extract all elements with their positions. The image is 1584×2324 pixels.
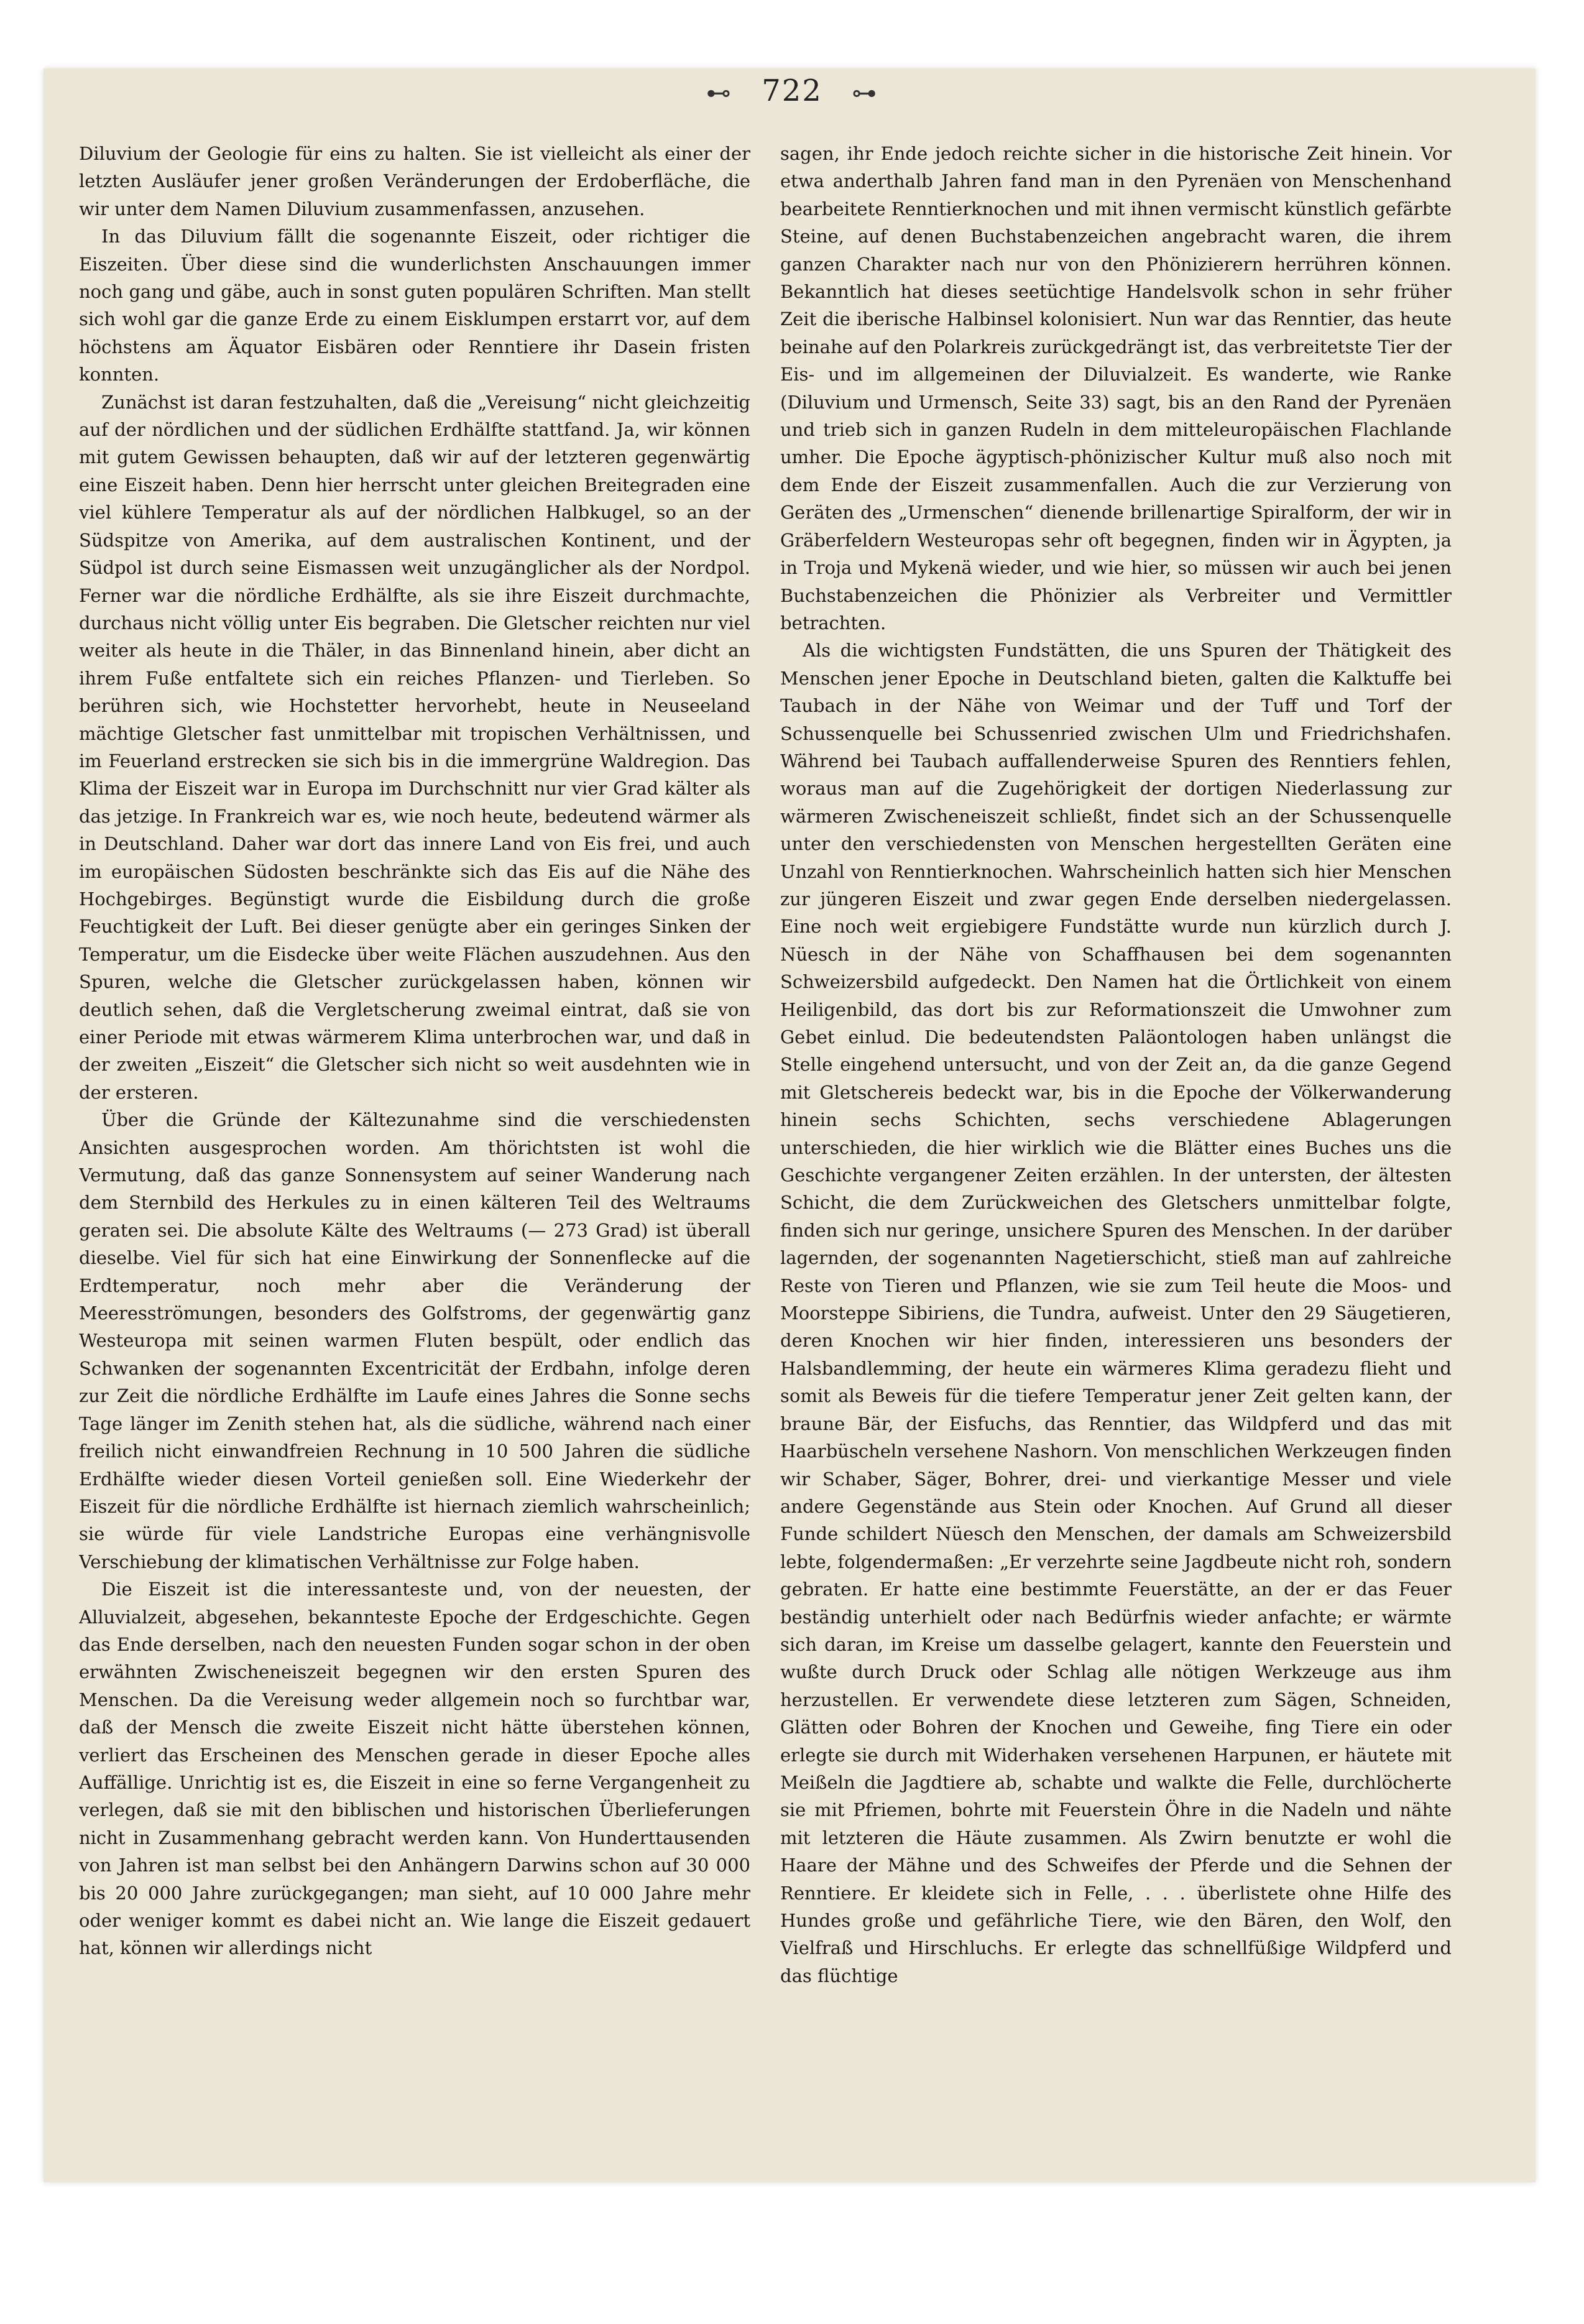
page-header [0,73,1584,108]
right-paragraph-1: sagen, ihr Ende jedoch reichte sicher in die historische Zeit hinein. Vor etwa anderthalb Jahren fand man in den Pyrenäen von Menschenhand bearbeitete Renntierknochen und mit ihnen vermischt künstlich gefärbte Steine, auf denen Buchstabenzeichen angebracht waren, die ihrem ganzen Charakter nach nur von den Phönizierern herrühren können. Bekanntlich hat dieses seetüchtige Handelsvolk schon in sehr früher Zeit die iberische Halbinsel kolonisiert. Nun war das Renntier, das heute beinahe auf den Polarkreis zurückgedrängt ist, das verbreitetste Tier der Eis- und im allgemeinen der Diluvialzeit. Es wanderte, wie Ranke (Diluvium und Urmensch, Seite 33) sagt, bis an den Rand der Pyrenäen und trieb sich in ganzen Rudeln in dem mitteleuropäischen Flachlande umher. Die Epoche ägyptisch-phönizischer Kultur muß also noch mit dem Ende der Eiszeit zusammenfallen. Auch die zur Verzierung von Geräten des „Urmenschen“ dienende brillenartige Spiralform, der wir in Gräberfeldern Westeuropas sehr oft begegnen, finden wir in Ägypten, ja in Troja und Mykenä wieder, und wie hier, so müssen wir auch bei jenen Buchstabenzeichen die Phönizier als Verbreiter und Vermittler betrachten. [780,143,1452,634]
ornament-right-icon: ⊶ [852,78,878,108]
right-column [780,140,1452,2105]
left-paragraph-5: Die Eiszeit ist die interessanteste und, von der neuesten, der Alluvialzeit, abgesehen, bekannteste Epoche der Erdgeschichte. Gegen das Ende derselben, nach den neuesten Funden sogar schon in der oben erwähnten Zwischeneiszeit begegnen wir den ersten Spuren des Menschen. Da die Vereisung weder allgemein noch so furchtbar war, daß der Mensch die zweite Eiszeit nicht hätte überstehen können, verliert das Erscheinen des Menschen gerade in dieser Epoche alles Auffällige. Unrichtig ist es, die Eiszeit in eine so ferne Vergangenheit zu verlegen, daß sie mit den biblischen und historischen Überlieferungen nicht in Zusammenhang gebracht werden kann. Von Hunderttausenden von Jahren ist man selbst bei den Anhängern Darwins schon auf 30 000 bis 20 000 Jahre zurückgegangen; man sieht, auf 10 000 Jahre mehr oder weniger kommt es dabei nicht an. Wie lange die Eiszeit gedauert hat, können wir allerdings nicht [79,1579,750,1959]
ornament-left-icon: ⊷ [706,78,732,108]
left-paragraph-3: Zunächst ist daran festzuhalten, daß die „Vereisung“ nicht gleichzeitig auf der nördlichen und der südlichen Erdhälfte stattfand. Ja, wir können mit gutem Gewissen behaupten, daß wir auf der letzteren gegenwärtig eine Eiszeit haben. Denn hier herrscht unter gleichen Breitegraden eine viel kühlere Temperatur als auf der nördlichen Halbkugel, so an der Südspitze von Amerika, auf dem australischen Kontinent, und der Südpol ist durch seine Eismassen weit unzugänglicher als der Nordpol. Ferner war die nördliche Erdhälfte, als sie ihre Eiszeit durchmachte, durchaus nicht völlig unter Eis begraben. Die Gletscher reichten nur viel weiter als heute in die Thäler, in das Binnenland hinein, aber dicht an ihrem Fuße entfaltete sich ein reiches Pflanzen- und Tierleben. So berühren sich, wie Hochstetter hervorhebt, heute in Neuseeland mächtige Gletscher fast unmittelbar mit tropischen Verhältnissen, und im Feuerland erstrecken sie sich bis in die immergrüne Waldregion. Das Klima der Eiszeit war in Europa im Durchschnitt nur vier Grad kälter als das jetzige. In Frankreich war es, wie noch heute, bedeutend wärmer als in Deutschland. Daher war dort das innere Land von Eis frei, und auch im europäischen Südosten beschränkte sich das Eis auf die Nähe des Hochgebirges. Begünstigt wurde die Eisbildung durch die große Feuchtigkeit der Luft. Bei dieser genügte aber ein geringes Sinken der Temperatur, um die Eisdecke über weite Flächen auszudehnen. Aus den Spuren, welche die Gletscher zurückgelassen haben, können wir deutlich sehen, daß die Vergletscherung zweimal eintrat, daß sie von einer Periode mit etwas wärmerem Klima unterbrochen war, und daß in der zweiten „Eiszeit“ die Gletscher sich nicht so weit ausdehnten wie in der ersteren. [79,391,750,1103]
left-paragraph-4: Über die Gründe der Kältezunahme sind die verschiedensten Ansichten ausgesprochen worden. Am thörichtsten ist wohl die Vermutung, daß das ganze Sonnensystem auf seiner Wanderung nach dem Sternbild des Herkules zu in einen kälteren Teil des Weltraums geraten sei. Die absolute Kälte des Weltraums (— 273 Grad) ist überall dieselbe. Viel für sich hat eine Einwirkung der Sonnenflecke auf die Erdtemperatur, noch mehr aber die Veränderung der Meeresströmungen, besonders des Golfstroms, der gegenwärtig ganz Westeuropa mit seinen warmen Fluten bespült, oder endlich das Schwanken der sogenannten Excentricität der Erdbahn, infolge deren zur Zeit die nördliche Erdhälfte im Laufe eines Jahres die Sonne sechs Tage länger im Zenith stehen hat, als die südliche, während nach einer freilich nicht einwandfreien Rechnung in 10 500 Jahren die südliche Erdhälfte wieder diesen Vorteil genießen soll. Eine Wiederkehr der Eiszeit für die nördliche Erdhälfte ist hiernach ziemlich wahrscheinlich; sie würde für viele Landstriche Europas eine verhängnisvolle Verschiebung der klimatischen Verhältnisse zur Folge haben. [79,1109,750,1572]
page-number: 722 [762,73,822,108]
right-paragraph-2: Als die wichtigsten Fundstätten, die uns Spuren der Thätigkeit des Menschen jener Epoche in Deutschland bieten, galten die Kalktuffe bei Taubach in der Nähe von Weimar und der Tuff und Torf der Schussenquelle bei Schussenried zwischen Ulm und Friedrichshafen. Während bei Taubach auffallenderweise Spuren des Renntiers fehlen, woraus man auf die Zugehörigkeit der dortigen Niederlassung zur wärmeren Zwischeneiszeit schließt, findet sich an der Schussenquelle unter den verschiedensten von Menschen hergestellten Geräten eine Unzahl von Renntierknochen. Wahrscheinlich hatten sich hier Menschen zur jüngeren Eiszeit und zwar gegen Ende derselben niedergelassen. Eine noch weit ergiebigere Fundstätte wurde nun kürzlich durch J. Nüesch in der Nähe von Schaffhausen bei dem sogenannten Schweizersbild aufgedeckt. Den Namen hat die Örtlichkeit von einem Heiligenbild, das dort bis zur Reformationszeit die Umwohner zum Gebet einlud. Die bedeutendsten Paläontologen haben unlängst die Stelle eingehend untersucht, und von der Zeit an, da die ganze Gegend mit Gletschereis bedeckt war, bis in die Epoche der Völkerwanderung hinein sechs Schichten, sechs verschiedene Ablagerungen unterschieden, die hier wirklich wie die Blätter eines Buches uns die Geschichte vergangener Zeiten erzählen. In der untersten, der ältesten Schicht, die dem Zurückweichen des Gletschers unmittelbar folgte, finden sich nur geringe, unsichere Spuren des Menschen. In der darüber lagernden, der sogenannten Nagetierschicht, stieß man auf zahlreiche Reste von Tieren und Pflanzen, wie sie zum Teil heute die Moos- und Moorsteppe Sibiriens, die Tundra, aufweist. Unter den 29 Säugetieren, deren Knochen wir hier finden, interessieren uns besonders der Halsbandlemming, der heute ein wärmeres Klima geradezu flieht und somit als Beweis für die tiefere Temperatur jener Zeit gelten kann, der braune Bär, der Eisfuchs, das Renntier, das Wildpferd und das mit Haarbüscheln versehene Nashorn. Von menschlichen Werkzeugen finden wir Schaber, Säger, Bohrer, drei- und vierkantige Messer und viele andere Gegenstände aus Stein oder Knochen. Auf Grund all dieser Funde schildert Nüesch den Menschen, der damals am Schweizersbild lebte, folgendermaßen: „Er verzehrte seine Jagdbeute nicht roh, sondern gebraten. Er hatte eine bestimmte Feuerstätte, an der er das Feuer beständig unterhielt oder nach Bedürfnis wieder anfachte; er wärmte sich daran, im Kreise um dasselbe gelagert, kannte den Feuerstein und wußte durch Druck oder Schlag alle nötigen Werkzeuge aus ihm herzustellen. Er verwendete diese letzteren zum Sägen, Schneiden, Glätten oder Bohren der Knochen und Geweihe, fing Tiere ein oder erlegte sie durch mit Widerhaken versehenen Harpunen, er häutete mit Meißeln die Jagdtiere ab, schabte und walkte die Felle, durchlöcherte sie mit Pfriemen, bohrte mit Feuerstein Öhre in die Nadeln und nähte mit letzteren die Häute zusammen. Als Zwirn benutzte er wohl die Haare der Mähne und des Schweifes der Pferde und die Sehnen der Renntiere. Er kleidete sich in Felle, . . . überlistete ohne Hilfe des Hundes große und gefährliche Tiere, wie den Bären, den Wolf, den Vielfraß und Hirschluchs. Er erlegte das schnellfüßige Wildpferd und das flüchtige [780,640,1452,1986]
left-paragraph-1: Diluvium der Geologie für eins zu halten. Sie ist vielleicht als einer der letzten Ausläufer jener großen Veränderungen der Erdoberfläche, die wir unter dem Namen Diluvium zusammenfassen, anzusehen. [79,143,750,219]
left-column [79,140,750,2105]
left-paragraph-2: In das Diluvium fällt die sogenannte Eiszeit, oder richtiger die Eiszeiten. Über diese sind die wunderlichsten Anschauungen immer noch gang und gäbe, auch in sonst guten populären Schriften. Man stellt sich wohl gar die ganze Erde zu einem Eisklumpen erstarrt vor, auf dem höchstens am Äquator Eisbären oder Renntiere ihr Dasein fristen konnten. [79,226,750,385]
